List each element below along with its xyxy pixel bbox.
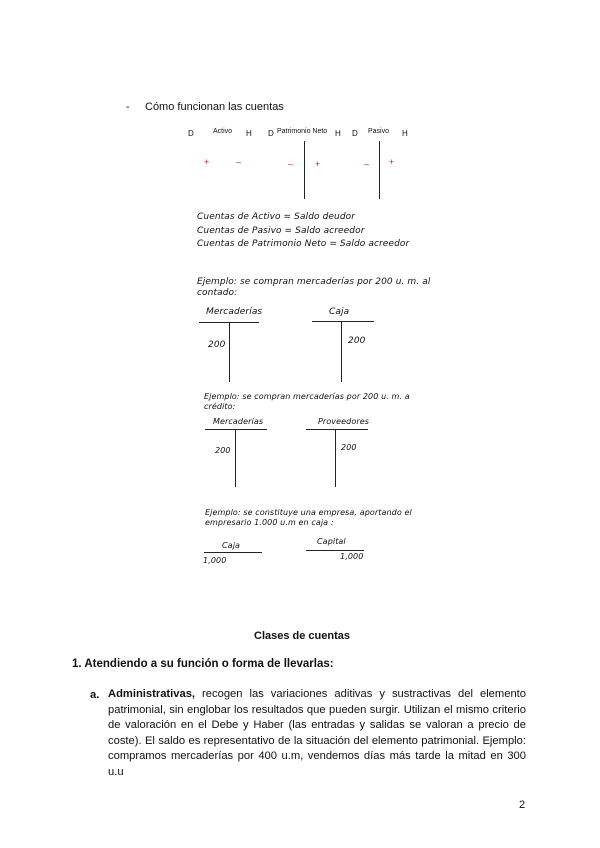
example1-right-t-top	[312, 321, 374, 322]
example1-left-t-stem	[229, 322, 230, 382]
example3-left-title: Caja	[222, 541, 241, 550]
debit-label-patrimonio: D	[268, 129, 274, 138]
example2-left-t-top	[205, 429, 267, 430]
example2-left-value: 200	[215, 446, 231, 455]
example3-right-t-top	[306, 550, 364, 551]
activo-debit-sign: +	[204, 157, 210, 167]
rule-activo: Cuentas de Activo = Saldo deudor	[197, 212, 356, 222]
example1-left-value: 200	[208, 340, 226, 350]
pasivo-credit-sign: +	[389, 157, 395, 167]
pasivo-t-line	[379, 141, 380, 199]
patrimonio-credit-sign: +	[315, 159, 321, 169]
heading-bullet: -	[126, 101, 130, 113]
example2-right-t-top	[306, 429, 368, 430]
pasivo-debit-sign: –	[364, 159, 370, 169]
example3-left-value: 1,000	[203, 556, 227, 565]
example1-right-title: Caja	[329, 307, 350, 317]
example2-text: Ejemplo: se compran mercaderías por 200 u. m. a	[204, 392, 410, 401]
patrimonio-t-line	[304, 141, 305, 199]
example2-left-title: Mercaderías	[213, 417, 264, 426]
credit-label-patrimonio: H	[335, 129, 341, 138]
page-number: 2	[519, 799, 526, 811]
classes-item-1: 1. Atendiendo a su función o forma de llevarlas:	[72, 658, 334, 670]
administrativas-paragraph	[108, 687, 526, 780]
administrativas-line1: recogen las variaciones aditivas y sustractivas del elemento	[195, 688, 526, 700]
example1-text: Ejemplo: se compran mercaderías por 200 u. m. al	[197, 277, 431, 287]
example2-text-cont: crédito:	[204, 402, 236, 411]
example1-right-value: 200	[348, 336, 366, 346]
example2-right-value: 200	[341, 443, 357, 452]
example3-right-title: Capital	[317, 537, 346, 546]
administrativas-term: Administrativas,	[108, 688, 196, 700]
sub-item-letter: a.	[90, 689, 100, 701]
activo-title: Activo	[213, 128, 233, 135]
example3-text-cont: empresario 1.000 u.m en caja :	[205, 518, 334, 527]
rule-patrimonio: Cuentas de Patrimonio Neto = Saldo acreedor	[197, 239, 410, 249]
example3-text: Ejemplo: se constituye una empresa, aportando el	[205, 508, 412, 517]
pasivo-title: Pasivo	[368, 128, 390, 135]
credit-label-pasivo: H	[402, 129, 408, 138]
example3-left-t-top	[204, 552, 262, 553]
example2-right-title: Proveedores	[318, 417, 370, 426]
example2-right-t-stem	[335, 429, 336, 487]
patrimonio-title: Patrimonio Neto	[277, 128, 328, 135]
administrativas-body: patrimonial, sin englobar los resultados que pueden surgir. Utilizan el mismo criterio de valoración en el Debe y Haber (las entradas y salidas se valoran a precio de coste). El saldo es representativo de la situación del elemento patrimonial. Ejemplo: compramos mercaderías por 400 u.m, vendemos días más tarde la mitad en 300 u.u	[108, 703, 526, 778]
credit-label-activo: H	[246, 129, 252, 138]
rule-pasivo: Cuentas de Pasivo = Saldo acreedor	[197, 226, 365, 236]
activo-credit-sign: –	[236, 157, 242, 167]
patrimonio-debit-sign: –	[288, 159, 294, 169]
section-heading: Cómo funcionan las cuentas	[145, 101, 284, 113]
example2-left-t-stem	[235, 429, 236, 487]
classes-title: Clases de cuentas	[254, 630, 350, 642]
example1-left-title: Mercaderías	[206, 307, 263, 317]
example3-right-value: 1,000	[340, 552, 364, 561]
debit-label-pasivo: D	[352, 129, 358, 138]
debit-label-activo: D	[188, 129, 194, 138]
example1-text-cont: contado:	[197, 288, 238, 298]
example1-right-t-stem	[341, 321, 342, 382]
